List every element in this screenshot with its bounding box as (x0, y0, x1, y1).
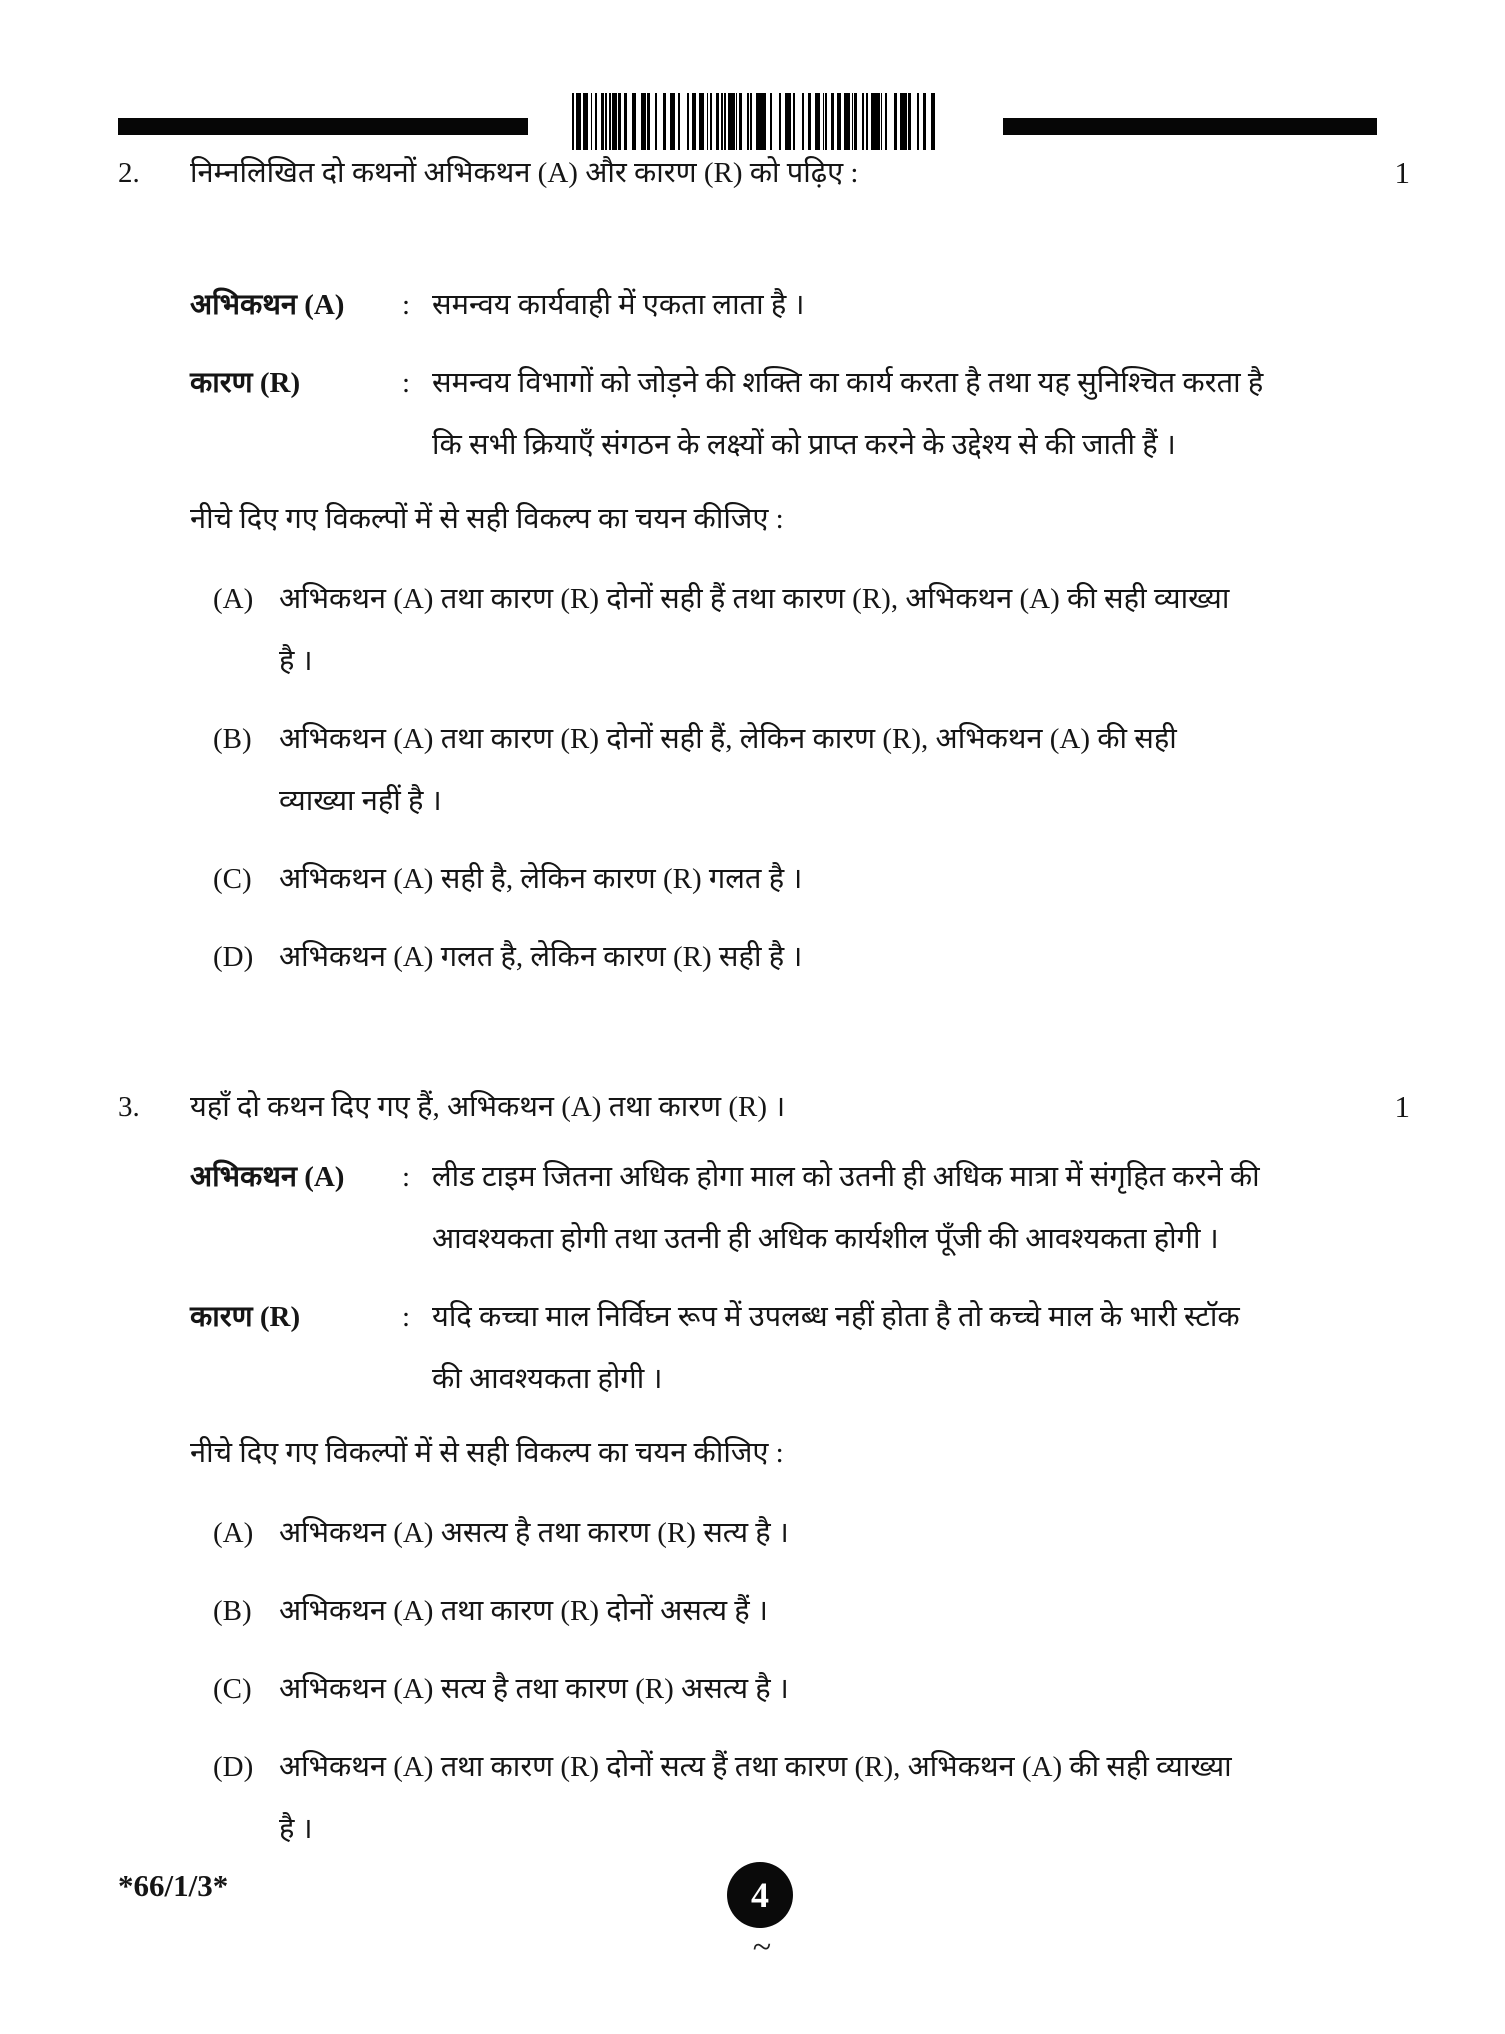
option-letter: (C) (213, 1673, 252, 1705)
reason-text (432, 1286, 1410, 1410)
option-line: अभिकथन (A) सही है, लेकिन कारण (R) गलत है । (279, 863, 803, 895)
option-letter: (B) (213, 723, 252, 755)
option-text (279, 1580, 1410, 1642)
option-letter: (D) (213, 1751, 254, 1783)
reason-row (118, 1286, 1410, 1410)
option-b (213, 1580, 1410, 1642)
question-number: 3. (118, 1091, 140, 1123)
option-letter: (A) (213, 583, 254, 615)
option-line: अभिकथन (A) तथा कारण (R) दोनों सही हैं, लेकिन कारण (R), अभिकथन (A) की सही (279, 723, 1177, 755)
tilde-mark: ~ (752, 1929, 772, 1966)
reason-colon: : (402, 367, 411, 399)
assertion-label: अभिकथन (A) (190, 1161, 345, 1193)
assertion-label: अभिकथन (A) (190, 289, 345, 321)
assertion-row (118, 274, 1410, 336)
marks-value: 1 (1394, 1089, 1410, 1124)
option-text (279, 568, 1410, 692)
option-letter: (B) (213, 1595, 252, 1627)
question-number: 2. (118, 157, 140, 189)
assertion-line: आवश्यकता होगी तथा उतनी ही अधिक कार्यशील पूँजी की आवश्यकता होगी । (432, 1223, 1219, 1255)
option-letter: (C) (213, 863, 252, 895)
reason-label: कारण (R) (190, 1301, 301, 1333)
option-text (279, 1502, 1410, 1564)
option-c (213, 848, 1410, 910)
option-c (213, 1658, 1410, 1720)
reason-line: कि सभी क्रियाएँ संगठन के लक्ष्यों को प्राप्त करने के उद्देश्य से की जाती हैं । (432, 429, 1176, 461)
question-intro: निम्नलिखित दो कथनों अभिकथन (A) और कारण (R) को पढ़िए : (190, 157, 859, 189)
question-3 (118, 1076, 1410, 1860)
reason-line: की आवश्यकता होगी । (432, 1363, 663, 1395)
assertion-line: लीड टाइम जितना अधिक होगा माल को उतनी ही अधिक मात्रा में संगृहित करने की (432, 1161, 1260, 1193)
reason-line: यदि कच्चा माल निर्विघ्न रूप में उपलब्ध नहीं होता है तो कच्चे माल के भारी स्टॉक (432, 1301, 1240, 1333)
barcode-image (572, 93, 935, 150)
option-text (279, 1658, 1410, 1720)
option-line: अभिकथन (A) तथा कारण (R) दोनों असत्य हैं । (279, 1595, 768, 1627)
paper-code: *66/1/3* (118, 1868, 229, 1903)
question-intro: यहाँ दो कथन दिए गए हैं, अभिकथन (A) तथा कारण (R) । (190, 1091, 786, 1123)
assertion-text (432, 274, 1410, 336)
options-instruction: नीचे दिए गए विकल्पों में से सही विकल्प का चयन कीजिए : (190, 1437, 784, 1469)
option-text (279, 708, 1410, 832)
page-number-badge: 4 (727, 1862, 793, 1928)
option-line: अभिकथन (A) सत्य है तथा कारण (R) असत्य है । (279, 1673, 789, 1705)
reason-colon: : (402, 1301, 411, 1333)
option-line: अभिकथन (A) तथा कारण (R) दोनों सही हैं तथा कारण (R), अभिकथन (A) की सही व्याख्या (279, 583, 1230, 615)
right-rule-bar (1003, 118, 1377, 135)
page-header-band (0, 0, 1505, 142)
reason-row (118, 352, 1410, 476)
reason-text (432, 352, 1410, 476)
reason-label: कारण (R) (190, 367, 301, 399)
assertion-line: समन्वय कार्यवाही में एकता लाता है । (432, 289, 805, 321)
option-letter: (D) (213, 941, 254, 973)
assertion-row (118, 1146, 1410, 1270)
option-a (213, 1502, 1410, 1564)
page-content (0, 142, 1505, 1860)
question-2-options (118, 568, 1410, 988)
options-instruction: नीचे दिए गए विकल्पों में से सही विकल्प का चयन कीजिए : (190, 503, 784, 535)
option-line: है । (279, 645, 313, 677)
option-text (279, 848, 1410, 910)
option-line: अभिकथन (A) असत्य है तथा कारण (R) सत्य है । (279, 1517, 789, 1549)
question-3-header (118, 1076, 1410, 1138)
option-letter: (A) (213, 1517, 254, 1549)
question-3-options (118, 1502, 1410, 1860)
option-line: अभिकथन (A) गलत है, लेकिन कारण (R) सही है । (279, 941, 803, 973)
question-2-header (118, 142, 1410, 204)
option-line: व्याख्या नहीं है । (279, 785, 442, 817)
assertion-colon: : (402, 1161, 411, 1193)
option-line: अभिकथन (A) तथा कारण (R) दोनों सत्य हैं तथा कारण (R), अभिकथन (A) की सही व्याख्या (279, 1751, 1232, 1783)
option-text (279, 926, 1410, 988)
option-text (279, 1736, 1410, 1860)
reason-line: समन्वय विभागों को जोड़ने की शक्ति का कार्य करता है तथा यह सुनिश्चित करता है (432, 367, 1264, 399)
left-rule-bar (118, 118, 528, 135)
assertion-text (432, 1146, 1410, 1270)
assertion-colon: : (402, 289, 411, 321)
option-b (213, 708, 1410, 832)
option-d (213, 926, 1410, 988)
marks-value: 1 (1394, 155, 1410, 190)
option-line: है । (279, 1813, 313, 1845)
option-a (213, 568, 1410, 692)
question-2 (118, 142, 1410, 988)
option-d (213, 1736, 1410, 1860)
